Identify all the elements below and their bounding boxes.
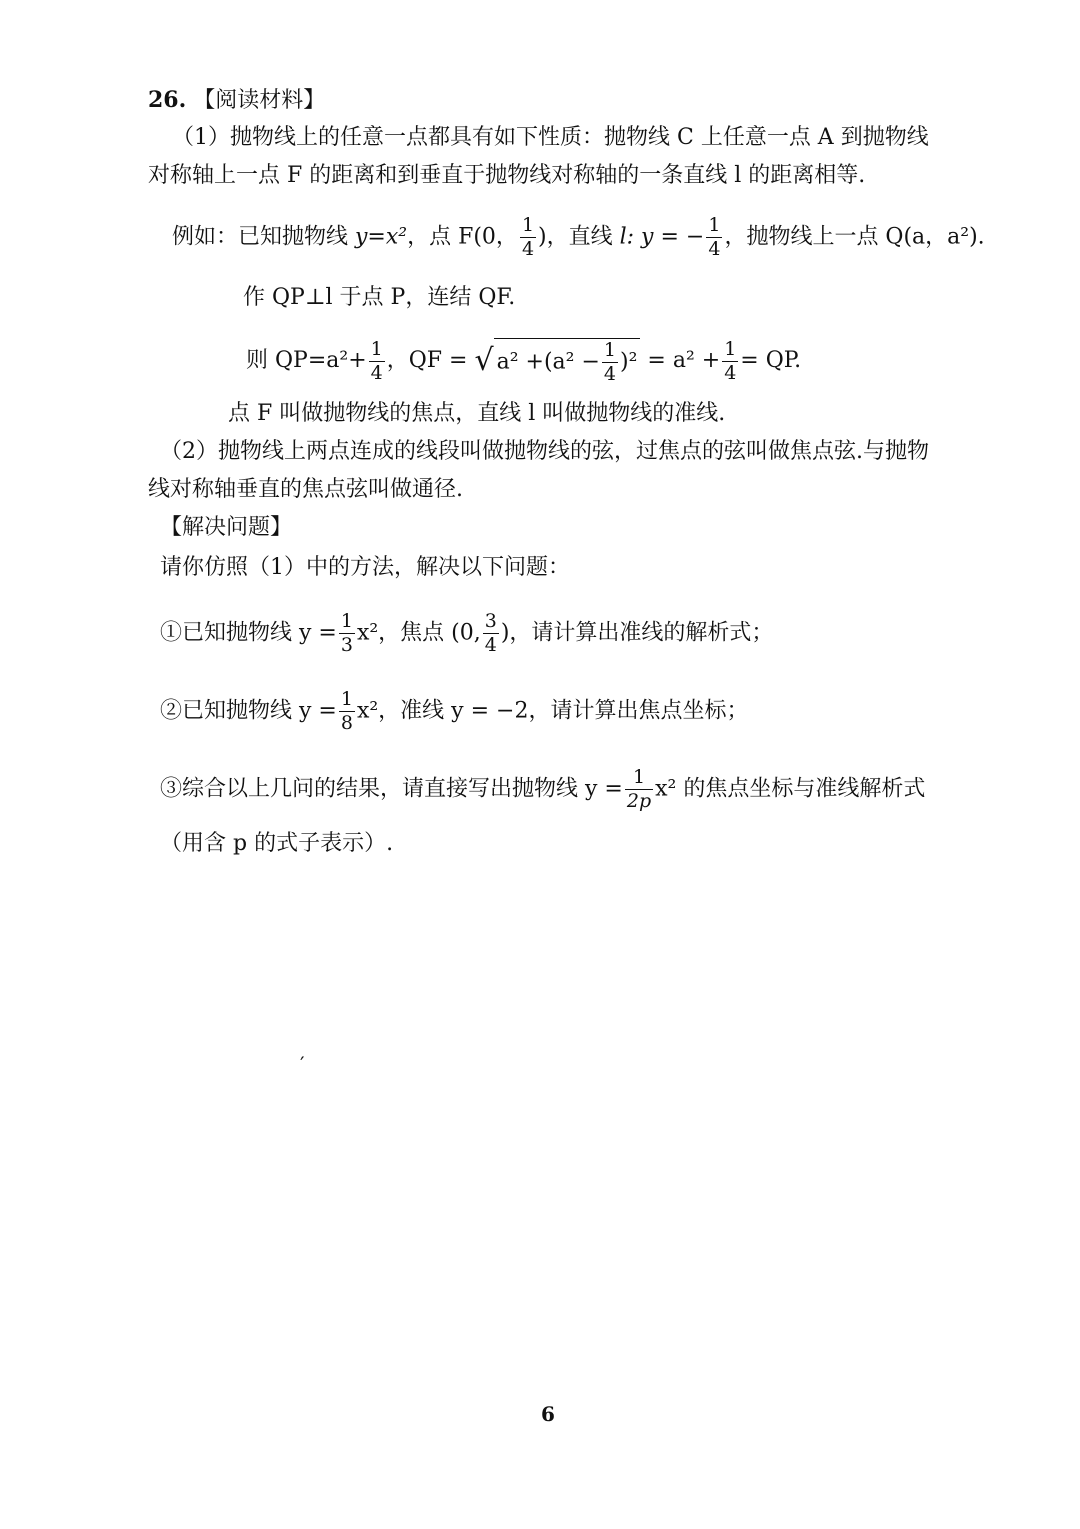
- focus-definition: 点 F 叫做抛物线的焦点，直线 l 叫做抛物线的准线.: [228, 401, 726, 426]
- derivation-mid: ，QF =: [386, 348, 468, 373]
- stray-mark: ′: [300, 1052, 305, 1076]
- question-1: ①已知抛物线 y = $\frac{1}{3}$ x²，焦点 (0, $\frac{3}{4}$ )，请计算出准线的解析式；: [160, 610, 774, 656]
- q1-fraction: $\frac{1}{3}$: [340, 610, 353, 656]
- instruction: 请你仿照（1）中的方法，解决以下问题：: [160, 555, 570, 580]
- example-line-l: l: y = −: [619, 224, 705, 250]
- example-parabola: y=x²: [355, 224, 408, 250]
- fraction-3: $\frac{1}{4}$: [724, 337, 737, 384]
- example-point-q: ，抛物线上一点 Q(a，a²).: [724, 224, 985, 250]
- construction-line: 作 QP⊥l 于点 P，连结 QF.: [243, 285, 516, 310]
- reading-header: 【阅读材料】: [193, 88, 326, 113]
- example-point-f-suffix: )，直线: [538, 224, 620, 250]
- fraction-2: $\frac{1}{4}$: [603, 339, 616, 385]
- part2-line2: 线对称轴垂直的焦点弦叫做通径.: [148, 477, 463, 502]
- solve-header: 【解决问题】: [160, 515, 293, 540]
- page-number: 6: [541, 1402, 555, 1426]
- part2-line1: （2）抛物线上两点连成的线段叫做抛物线的弦，过焦点的弦叫做焦点弦.与抛物: [160, 439, 929, 464]
- derivation-end: = QP.: [740, 348, 802, 373]
- derivation-prefix: 则 QP=a²+: [246, 348, 367, 373]
- fraction-f: $\frac{1}{4}$: [521, 214, 535, 260]
- fraction-1: $\frac{1}{4}$: [370, 337, 383, 384]
- q3-fraction: $\frac{1}{2p}$: [626, 766, 652, 812]
- part1-line1: （1）抛物线上的任意一点都具有如下性质：抛物线 C 上任意一点 A 到抛物线: [172, 125, 929, 150]
- example-lead: 例如：已知抛物线: [172, 224, 355, 250]
- example-line: [172, 216, 985, 259]
- fraction-l: $\frac{1}{4}$: [708, 214, 721, 260]
- q2-fraction: $\frac{1}{8}$: [340, 688, 353, 734]
- q1-focus-fraction: $\frac{3}{4}$: [484, 610, 497, 656]
- problem-heading: [148, 86, 325, 115]
- derivation-line: [246, 338, 801, 384]
- part1-line2: 对称轴上一点 F 的距离和到垂直于抛物线对称轴的一条直线 l 的距离相等.: [148, 163, 866, 188]
- square-root: √ a² +(a² − $\frac{1}{4}$ )²: [474, 338, 640, 384]
- question-3: ③综合以上几问的结果，请直接写出抛物线 y = $\frac{1}{2p}$ x² 的焦点坐标与准线解析式: [160, 766, 926, 812]
- derivation-equals: = a² +: [647, 348, 721, 373]
- question-2: ②已知抛物线 y = $\frac{1}{8}$ x²，准线 y = −2，请计算出焦点坐标；: [160, 688, 749, 734]
- question-3-line2: （用含 p 的式子表示）.: [160, 831, 394, 856]
- example-point-f-prefix: ，点 F(0，: [407, 224, 518, 250]
- problem-number: 26.: [148, 87, 187, 113]
